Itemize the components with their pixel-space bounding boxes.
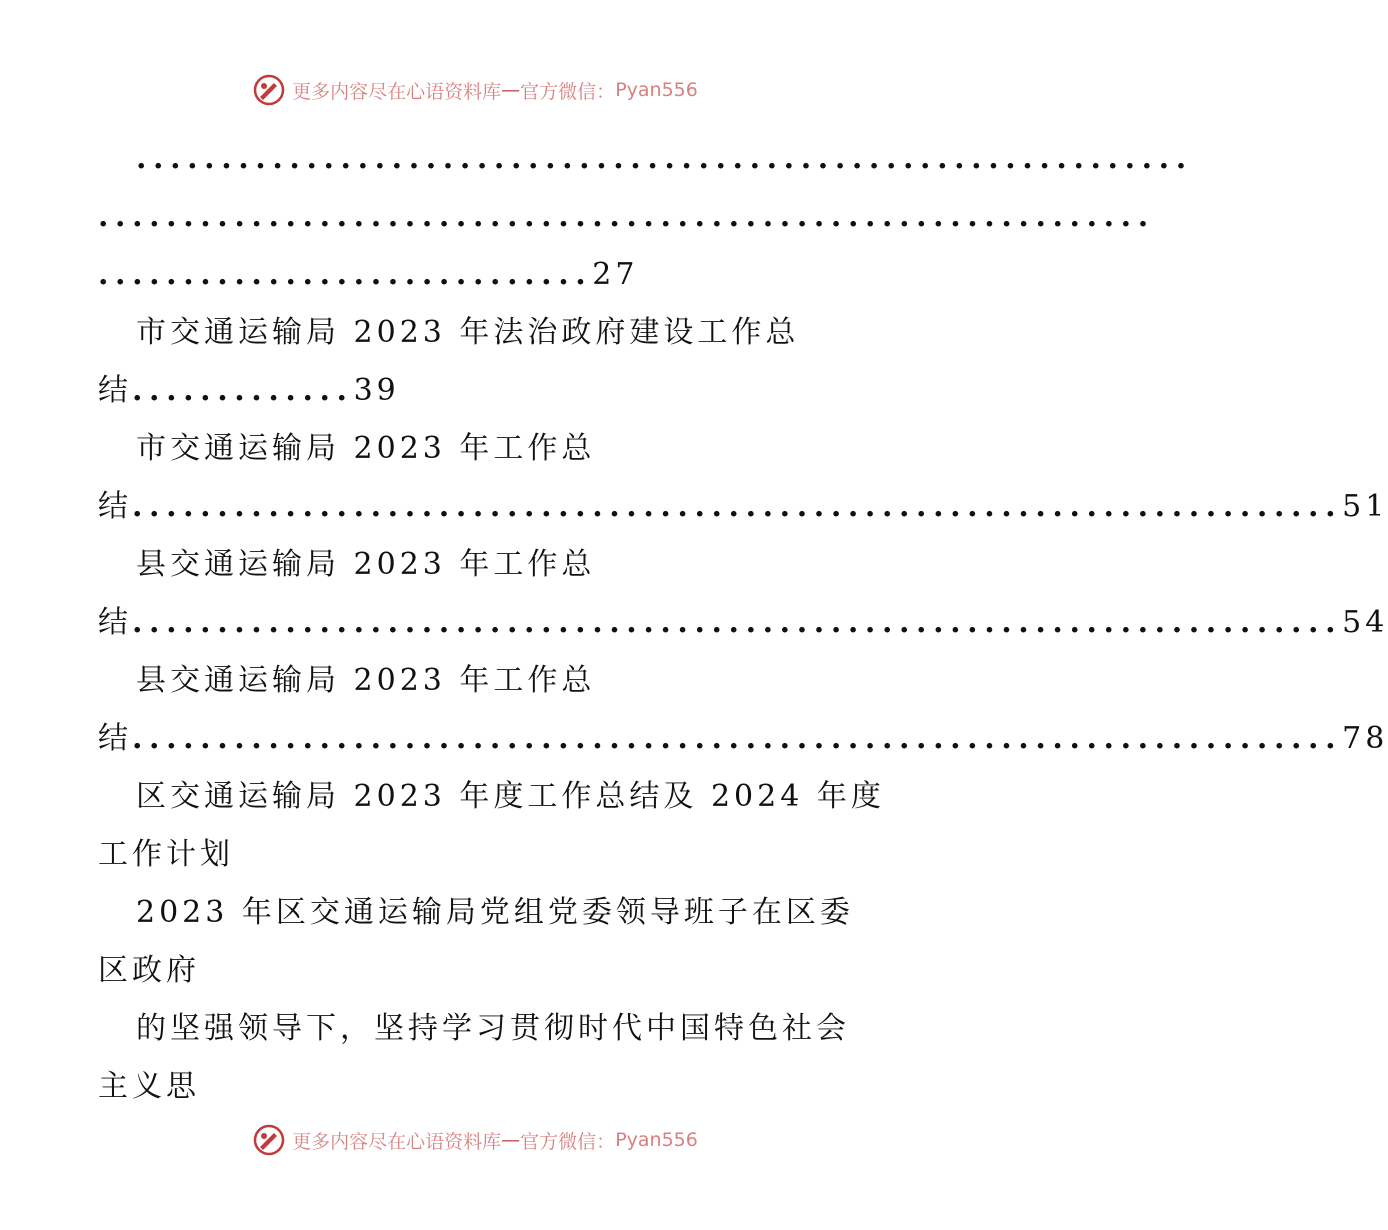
toc-leader-line: .............................................................. [136,141,1193,176]
footer-banner [0,1120,950,1160]
section-heading: 区交通运输局 2023 年度工作总结及 2024 年度 [136,779,885,814]
toc-entry-tail[interactable]: 结 ....................................................................... 51 [98,478,850,536]
paragraph-line: 2023 年区交通运输局党组党委领导班子在区委 [136,895,854,930]
toc-page-number: 78 [1342,721,1388,756]
footer-text: 更多内容尽在心语资料库 [292,1130,502,1153]
toc-page-number: 51 [1342,489,1388,524]
footer-id: Pyan556 [615,1129,698,1151]
toc-page-number: 27 [592,257,639,292]
paragraph-line: 区政府 [98,953,200,988]
pen-seal-icon [252,1123,286,1157]
toc-entry-title[interactable]: 市交通运输局 2023 年工作总 [136,431,596,466]
toc-entry-title[interactable]: 市交通运输局 2023 年法治政府建设工作总 [136,315,800,350]
header-id: Pyan556 [615,79,698,101]
toc-entry-title[interactable]: 县交通运输局 2023 年工作总 [136,663,596,698]
toc-leader-line: .............................27 [98,257,639,292]
toc-entry-tail[interactable]: 结 ....................................................................... 54 [98,594,850,652]
document-page [98,130,1388,1110]
toc-page-number: 39 [353,373,400,408]
section-heading: 工作计划 [98,837,234,872]
toc-entry-title[interactable]: 县交通运输局 2023 年工作总 [136,547,596,582]
toc-leader-line: .............................................................. [98,199,1155,234]
header-text: 更多内容尽在心语资料库 [292,80,502,103]
header-wechat: 官方微信： [520,80,616,103]
toc-entry-tail[interactable]: 结 ....................................................................... 78 [98,710,850,768]
header-sep: — [501,79,521,101]
footer-sep: — [501,1129,521,1151]
pen-seal-icon [252,73,286,107]
toc-entry-tail[interactable]: 结.............39 [98,373,400,408]
paragraph-line: 的坚强领导下，坚持学习贯彻时代中国特色社会 [136,1011,850,1046]
toc-page-number: 54 [1342,605,1388,640]
header-banner [0,70,950,110]
footer-wechat: 官方微信： [520,1130,616,1153]
paragraph-line: 主义思 [98,1069,200,1104]
